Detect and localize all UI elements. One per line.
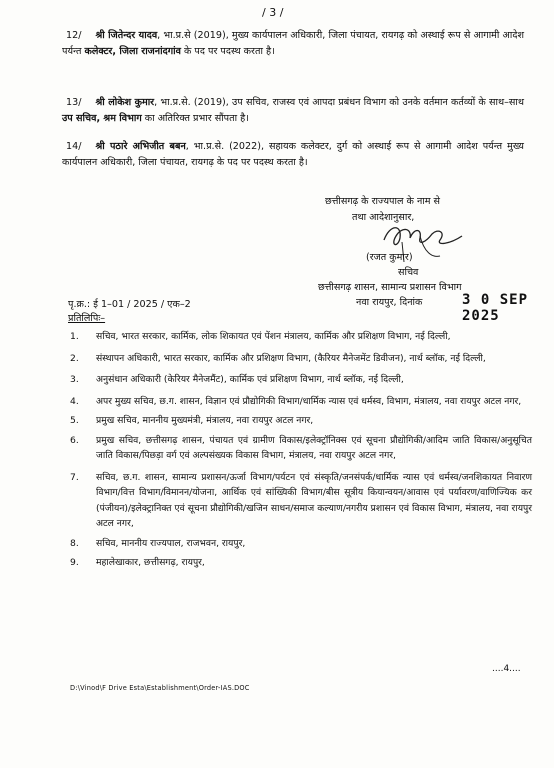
paragraph-text: का अतिरिक्त प्रभार सौंपता है। xyxy=(141,113,249,124)
date-stamp: 3 0 SEP 2025 xyxy=(462,292,529,324)
paragraph-number: 13/ xyxy=(66,97,82,108)
signature-authority-line-2: तथा आदेशानुसार, xyxy=(352,212,415,223)
copy-list xyxy=(62,329,532,571)
list-item: 9. महालेखाकार, छत्तीसगढ़, रायपुर, xyxy=(70,557,205,568)
file-path-footer: D:\Vinod\F Drive Esta\Establishment\Order-IAS.DOC xyxy=(70,684,250,692)
paragraph-text: , भा.प्र.से (2019), मुख्य कार्यपालन अधिकारी, जिला पंचायत, रायगढ़ को अस्थाई रूप से आगामी आदेश पर्यन्त xyxy=(62,30,524,57)
copy-to-heading: प्रतिलिपिः– xyxy=(68,313,106,324)
page-number: / 3 / xyxy=(262,6,284,19)
order-paragraph-12 xyxy=(62,28,524,60)
list-item: 6. प्रमुख सचिव, छत्तीसगढ़ शासन, पंचायत एवं ग्रामीण विकास/इलेक्ट्रॉनिक्स एवं सूचना प्रौद्योगिकी/आदिम जाति विकास/अनुसूचित जाति विकास/पिछड़ा वर्ग एवं अल्पसंख्यक विकास विभाग, मंत्रालय, नवा रायपुर अटल नगर, xyxy=(70,434,532,461)
posting-highlight: कलेक्टर, जिला राजनांदगांव xyxy=(84,46,181,57)
list-item: 2. संस्थापन अधिकारी, भारत सरकार, कार्मिक और प्रशिक्षण विभाग, (कैरियर मैनेजमेंट डिवीजन), नार्थ ब्लॉक, नई दिल्ली, xyxy=(70,352,486,364)
paragraph-text: के पद पर पदस्थ करता है। xyxy=(180,46,275,57)
paragraph-number: 12/ xyxy=(66,30,82,41)
list-item: 8. सचिव, माननीय राज्यपाल, राजभवन, रायपुर, xyxy=(70,537,246,549)
posting-highlight: उप सचिव, श्रम विभाग xyxy=(62,113,142,124)
signatory-designation: सचिव xyxy=(398,267,419,278)
list-item: 7. सचिव, छ.ग. शासन, सामान्य प्रशासन/ऊर्जा विभाग/पर्यटन एवं संस्कृति/जनसंपर्क/धार्मिक न्यास एवं धर्मस्व/जनशिकायत निवारण विभाग/वित्त विभाग/विमानन/योजना, आर्थिक एवं सांख्यिकी विभाग/बीस सूत्रीय कियान्वयन/आवास एवं पर्यावरण/वाणिज्यिक कर (पंजीयन)/इलेक्ट्रानिक्त एवं सूचना प्रौद्योगिकी/खजिन साधन/समाज कल्याण/नगरीय प्रशासन एवं विकास विभाग, मंत्रालय, नवा रायपुर अटल नगर, xyxy=(70,471,532,529)
order-paragraph-13 xyxy=(62,95,524,127)
officer-name: श्री जितेन्दर यादव xyxy=(95,30,158,41)
list-item: 5. प्रमुख सचिव, माननीय मुख्यमंत्री, मंत्रालय, नवा रायपुर अटल नगर, xyxy=(70,415,314,426)
officer-name: श्री पठारे अभिजीत बबन xyxy=(95,141,186,152)
list-item: 3. अनुसंधान अधिकारी (केरियर मैनेजमैंट), कार्मिक एवं प्रशिक्षण विभाग, नार्थ ब्लॉक, नई दिल्ली, xyxy=(70,374,404,385)
list-item: 1. सचिव, भारत सरकार, कार्मिक, लोक शिकायत एवं पेंशन मंत्रालय, कार्मिक और प्रशिक्षण विभाग, नई दिल्ली, xyxy=(70,331,451,342)
endorsement-reference: पृ.क्र.: ई 1–01 / 2025 / एक–2 xyxy=(68,299,191,310)
signatory-department: छत्तीसगढ़ शासन, सामान्य प्रशासन विभाग xyxy=(318,282,462,293)
signature-authority-line: छत्तीसगढ़ के राज्यपाल के नाम से xyxy=(325,196,441,207)
list-item: 4. अपर मुख्य सचिव, छ.ग. शासन, विज्ञान एवं प्रौद्योगिकी विभाग/धार्मिक न्यास एवं धर्मस्व, विभाग, मंत्रालय, नवा रायपुर अटल नगर, xyxy=(70,395,522,407)
signature-place-date-label: नवा रायपुर, दिनांक xyxy=(356,297,423,308)
order-paragraph-14 xyxy=(62,139,524,171)
signatory-name: (रजत कुमार) xyxy=(366,252,413,263)
paragraph-number: 14/ xyxy=(66,141,82,152)
paragraph-text: , भा.प्र.से. (2022), सहायक कलेक्टर, दुर्ग को अस्थाई रूप से आगामी आदेश पर्यन्त मुख्य कार्यपालन अधिकारी, जिला पंचायत, रायगढ़ के पद पर पदस्थ करता है। xyxy=(62,141,524,168)
continued-page-marker: ....4.... xyxy=(492,664,521,674)
officer-name: श्री लोकेश कुमार xyxy=(95,97,155,108)
paragraph-text: , भा.प्र.से. (2019), उप सचिव, राजस्व एवं आपदा प्रबंधन विभाग को उनके वर्तमान कर्तव्यों के साथ–साथ xyxy=(154,97,524,108)
